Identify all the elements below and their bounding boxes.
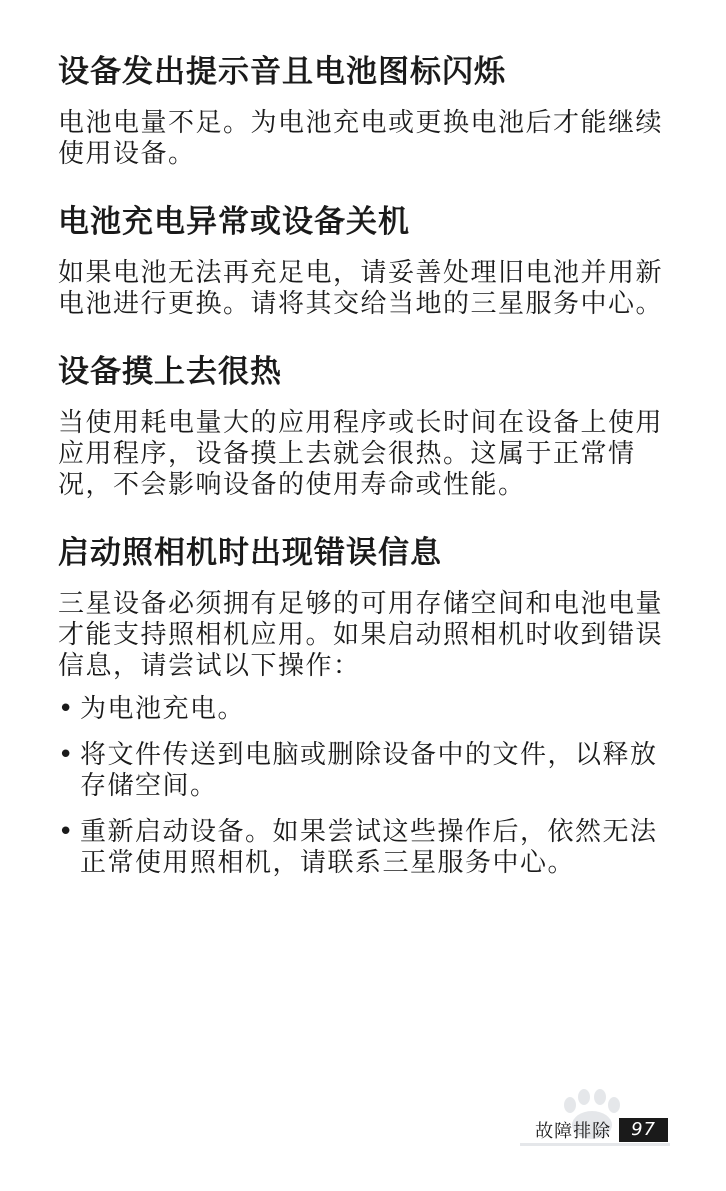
document-page [58, 46, 670, 905]
section-charging-abnormal [58, 196, 670, 320]
section-paragraph: 电池电量不足。为电池充电或更换电池后才能继续使用设备。 [58, 108, 664, 169]
section-paragraph: 当使用耗电量大的应用程序或长时间在设备上使用应用程序，设备摸上去就会很热。这属于正常情况，不会影响设备的使用寿命或性能。 [58, 408, 664, 500]
section-beep-battery-blink [58, 46, 670, 170]
section-camera-error [58, 527, 670, 879]
list-item-text: 重新启动设备。如果尝试这些操作后，依然无法正常使用照相机，请联系三星服务中心。 [80, 817, 658, 878]
section-heading: 设备发出提示音且电池图标闪烁 [58, 54, 506, 90]
section-device-hot [58, 346, 670, 501]
section-heading: 启动照相机时出现错误信息 [58, 535, 442, 571]
bullet-icon: • [58, 817, 75, 847]
page-number-badge: 97 [619, 1118, 668, 1142]
list-item-text: 将文件传送到电脑或删除设备中的文件，以释放存储空间。 [80, 740, 658, 801]
section-paragraph: 如果电池无法再充足电，请妥善处理旧电池并用新电池进行更换。请将其交给当地的三星服务中心。 [58, 258, 664, 319]
footer-section-label: 故障排除 [535, 1121, 612, 1142]
list-item-text: 为电池充电。 [80, 694, 246, 724]
bullet-icon: • [58, 740, 75, 770]
page-footer [535, 1117, 668, 1143]
list-item [58, 817, 670, 879]
section-heading: 电池充电异常或设备关机 [58, 204, 410, 240]
section-heading: 设备摸上去很热 [58, 354, 282, 390]
bullet-icon: • [58, 694, 75, 724]
list-item [58, 694, 670, 725]
bullet-list [58, 694, 670, 879]
list-item [58, 740, 670, 802]
section-paragraph: 三星设备必须拥有足够的可用存储空间和电池电量才能支持照相机应用。如果启动照相机时收到错误信息，请尝试以下操作： [58, 589, 664, 681]
